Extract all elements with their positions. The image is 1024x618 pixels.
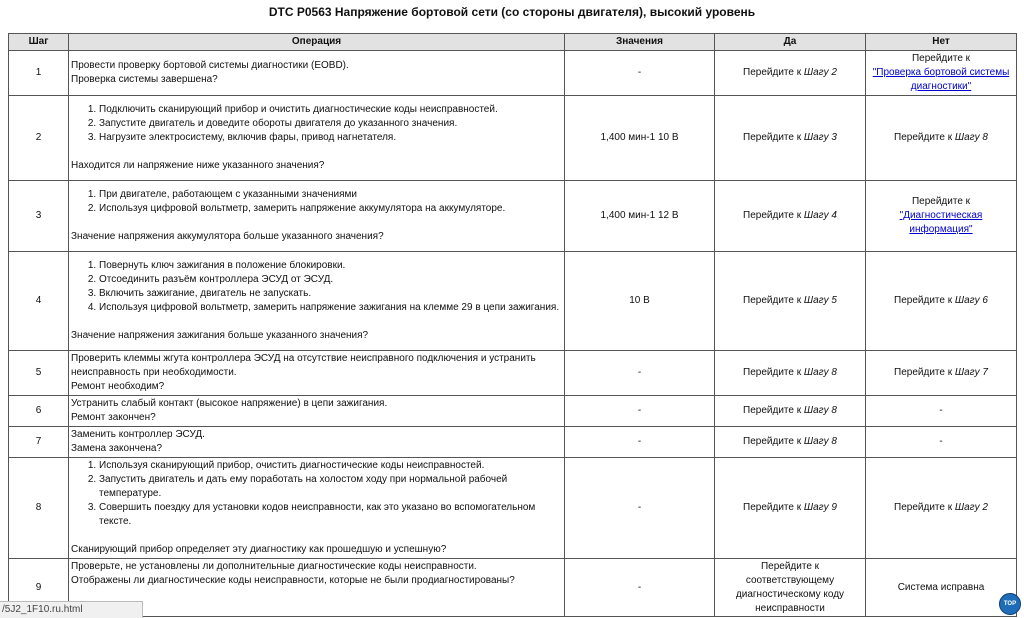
operation-question: Ремонт необходим?	[71, 381, 165, 392]
operation-cell	[69, 96, 565, 181]
scroll-top-button[interactable]: TOP	[999, 593, 1021, 615]
step-number: 1	[9, 51, 69, 96]
operation-text: Проверить клеммы жгута контроллера ЭСУД на отсутствие неисправного подключения и устранить неисправность при необходимости.	[71, 353, 536, 378]
yes-cell	[715, 396, 866, 427]
goto-step-link: Шагу 8	[803, 405, 837, 416]
operation-cell	[69, 51, 565, 96]
yes-cell	[715, 51, 866, 96]
table-row	[9, 351, 1017, 396]
table-row	[9, 427, 1017, 458]
table-row	[9, 252, 1017, 351]
operation-text: Проверьте, не установлены ли дополнительные диагностические коды неисправности.	[71, 561, 477, 572]
list-item: 3. Совершить поездку для установки кодов неисправности, как это указано во вспомогательном тексте.	[99, 501, 562, 529]
operation-question: Находится ли напряжение ниже указанного значения?	[71, 160, 325, 171]
goto-prefix: Перейдите к	[911, 196, 971, 207]
operation-list	[71, 459, 562, 529]
value-cell: -	[565, 396, 715, 427]
page-title: DTC P0563 Напряжение бортовой сети (со стороны двигателя), высокий уровень	[268, 5, 756, 19]
table-row	[9, 181, 1017, 252]
no-cell	[866, 559, 1017, 617]
step-number: 7	[9, 427, 69, 458]
operation-cell	[69, 252, 565, 351]
operation-question: Сканирующий прибор определяет эту диагностику как прошедшую и успешную?	[71, 544, 447, 555]
table-row	[9, 396, 1017, 427]
header-yes: Да	[715, 34, 866, 51]
no-value: -	[939, 436, 943, 447]
operation-cell	[69, 351, 565, 396]
step-number: 5	[9, 351, 69, 396]
goto-step-link: Шагу 2	[954, 502, 988, 513]
step-number: 2	[9, 96, 69, 181]
operation-question: Значение напряжения аккумулятора больше указанного значения?	[71, 231, 384, 242]
operation-question: Замена закончена?	[71, 443, 163, 454]
yes-cell	[715, 559, 866, 617]
header-values: Значения	[565, 34, 715, 51]
goto-step-link: Шагу 9	[803, 502, 837, 513]
operation-list	[71, 103, 562, 145]
no-cell	[866, 458, 1017, 559]
goto-prefix: Перейдите к	[743, 502, 802, 513]
value-cell: 1,400 мин-1 10 В	[565, 96, 715, 181]
list-item: 1. Используя сканирующий прибор, очистить диагностические коды неисправностей.	[99, 459, 562, 473]
no-value: -	[939, 405, 943, 416]
value-cell: -	[565, 427, 715, 458]
list-item: 1. При двигателе, работающем с указанными значениями	[99, 188, 562, 202]
goto-step-link: Шагу 3	[803, 132, 837, 143]
list-item: 1. Подключить сканирующий прибор и очистить диагностические коды неисправностей.	[99, 103, 562, 117]
header-operation: Операция	[69, 34, 565, 51]
header-step: Шаг	[9, 34, 69, 51]
step-number: 8	[9, 458, 69, 559]
list-item: 1. Повернуть ключ зажигания в положение блокировки.	[99, 259, 562, 273]
goto-step-link: Шагу 2	[803, 67, 837, 78]
operation-text: Провести проверку бортовой системы диагностики (EOBD).	[71, 60, 349, 71]
value-cell: -	[565, 458, 715, 559]
step-number: 9	[9, 559, 69, 617]
value-cell: 10 В	[565, 252, 715, 351]
list-item: 3. Включить зажигание, двигатель не запускать.	[99, 287, 562, 301]
operation-cell	[69, 427, 565, 458]
no-cell	[866, 351, 1017, 396]
operation-list	[71, 188, 562, 216]
status-bar: /5J2_1F10.ru.html	[0, 601, 143, 618]
goto-prefix: Перейдите к	[743, 367, 802, 378]
table-row	[9, 458, 1017, 559]
goto-step-link: Шагу 4	[803, 210, 837, 221]
yes-value: Перейдите к соответствующему диагностическому коду неисправности	[735, 560, 845, 614]
goto-prefix: Перейдите к	[894, 295, 953, 306]
no-cell	[866, 96, 1017, 181]
goto-step-link: Шагу 7	[954, 367, 988, 378]
operation-text: Заменить контроллер ЭСУД.	[71, 429, 205, 440]
value-cell: -	[565, 51, 715, 96]
table-row	[9, 51, 1017, 96]
operation-cell	[69, 396, 565, 427]
no-cell	[866, 396, 1017, 427]
goto-prefix: Перейдите к	[911, 53, 971, 64]
yes-cell	[715, 427, 866, 458]
operation-question: Ремонт закончен?	[71, 412, 156, 423]
goto-step-link: Шагу 8	[803, 367, 837, 378]
eobd-check-link[interactable]: "Проверка бортовой системы диагностики"	[872, 67, 1010, 92]
goto-step-link: Шагу 8	[803, 436, 837, 447]
list-item: 4. Используя цифровой вольтметр, замерить напряжение зажигания на клемме 29 в цепи зажигания.	[99, 301, 562, 315]
no-cell	[866, 51, 1017, 96]
operation-cell	[69, 458, 565, 559]
step-number: 3	[9, 181, 69, 252]
table-row	[9, 559, 1017, 617]
list-item: 3. Нагрузите электросистему, включив фары, привод нагнетателя.	[99, 131, 562, 145]
yes-cell	[715, 458, 866, 559]
goto-prefix: Перейдите к	[743, 436, 802, 447]
operation-text: Устранить слабый контакт (высокое напряжение) в цепи зажигания.	[71, 398, 388, 409]
diagnostic-table	[8, 33, 1017, 617]
goto-prefix: Перейдите к	[743, 210, 802, 221]
goto-step-link: Шагу 6	[954, 295, 988, 306]
table-row	[9, 96, 1017, 181]
yes-cell	[715, 181, 866, 252]
goto-step-link: Шагу 5	[803, 295, 837, 306]
value-cell: -	[565, 559, 715, 617]
yes-cell	[715, 252, 866, 351]
no-cell	[866, 427, 1017, 458]
goto-prefix: Перейдите к	[894, 502, 953, 513]
no-cell	[866, 252, 1017, 351]
operation-question: Значение напряжения зажигания больше указанного значения?	[71, 330, 369, 341]
operation-question: Отображены ли диагностические коды неисправности, которые не были продиагностированы?	[71, 575, 515, 586]
value-cell: 1,400 мин-1 12 В	[565, 181, 715, 252]
diagnostic-info-link[interactable]: "Диагностическая информация"	[899, 210, 983, 235]
no-cell	[866, 181, 1017, 252]
goto-prefix: Перейдите к	[743, 405, 802, 416]
operation-cell	[69, 181, 565, 252]
list-item: 2. Используя цифровой вольтметр, замерить напряжение аккумулятора на аккумуляторе.	[99, 202, 562, 216]
operation-list	[71, 259, 562, 315]
goto-step-link: Шагу 8	[954, 132, 988, 143]
list-item: 2. Запустить двигатель и дать ему поработать на холостом ходу при нормальной рабочей температуре.	[99, 473, 562, 501]
goto-prefix: Перейдите к	[743, 67, 802, 78]
step-number: 4	[9, 252, 69, 351]
goto-prefix: Перейдите к	[743, 295, 802, 306]
no-value: Система исправна	[897, 581, 985, 593]
table-header-row	[9, 34, 1017, 51]
yes-cell	[715, 96, 866, 181]
goto-prefix: Перейдите к	[743, 132, 802, 143]
value-cell: -	[565, 351, 715, 396]
goto-prefix: Перейдите к	[894, 132, 953, 143]
header-no: Нет	[866, 34, 1017, 51]
goto-prefix: Перейдите к	[894, 367, 953, 378]
list-item: 2. Запустите двигатель и доведите обороты двигателя до указанного значения.	[99, 117, 562, 131]
operation-question: Проверка системы завершена?	[71, 74, 218, 85]
yes-cell	[715, 351, 866, 396]
step-number: 6	[9, 396, 69, 427]
list-item: 2. Отсоединить разъём контроллера ЭСУД от ЭСУД.	[99, 273, 562, 287]
